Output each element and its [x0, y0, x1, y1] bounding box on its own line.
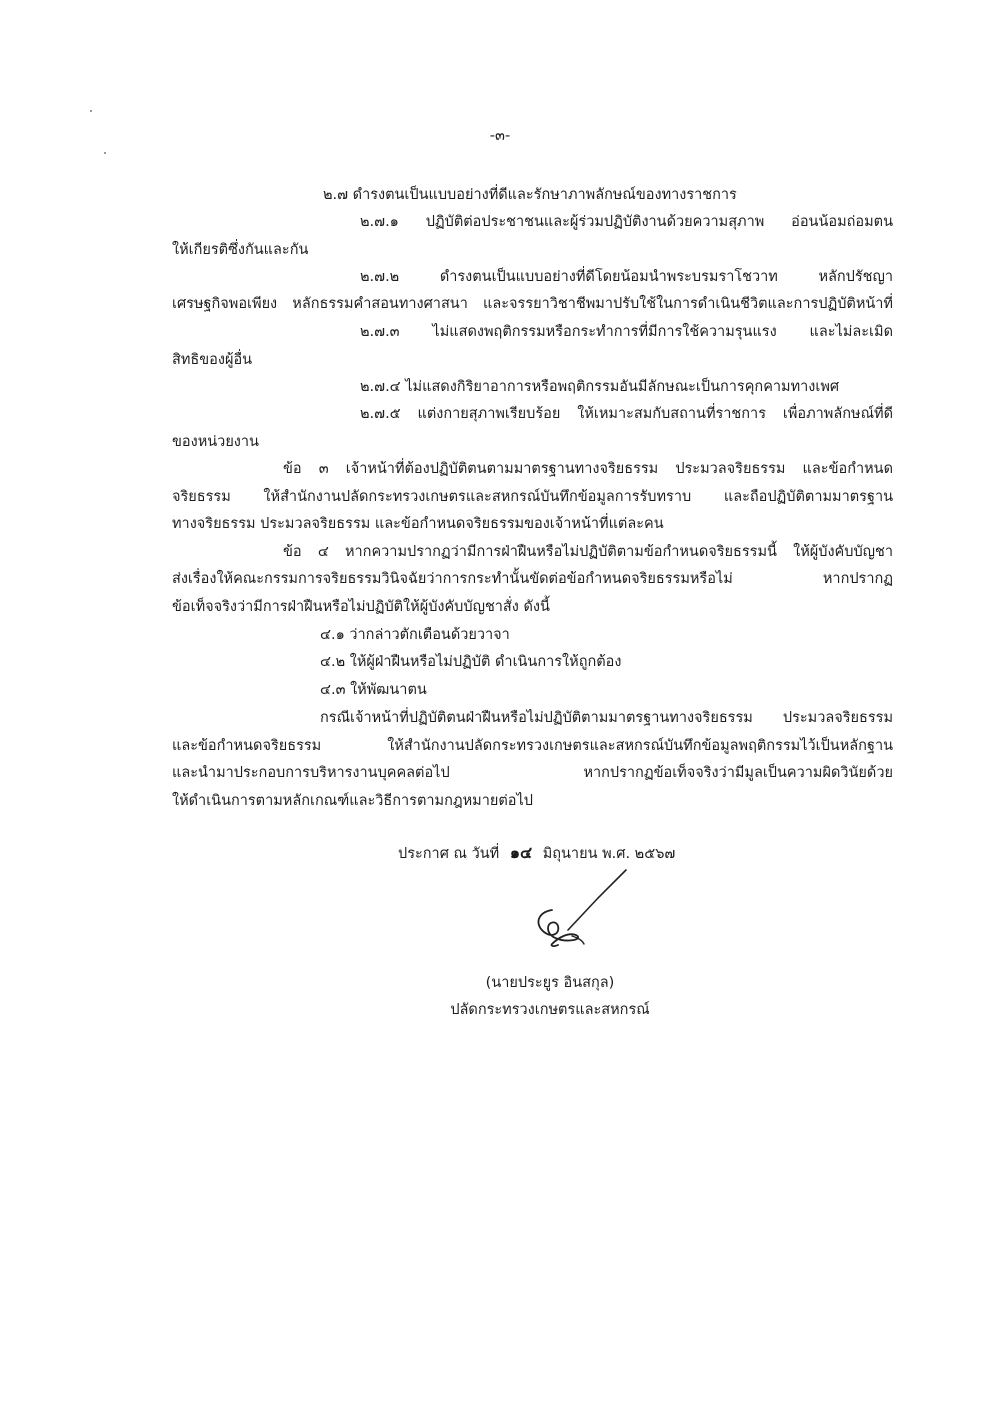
item-2-7-1-line-2: ให้เกียรติซึ่งกันและกัน [172, 242, 309, 258]
item-2-7-4: ๒.๗.๔ ไม่แสดงกิริยาอาการหรือพฤติกรรมอันมีลักษณะเป็นการคุกคามทางเพศ [360, 379, 840, 395]
closing-paragraph-line-2: และข้อกำหนดจริยธรรม ให้สำนักงานปลัดกระทรวงเกษตรและสหกรณ์บันทึกข้อมูลพฤติกรรมไว้เป็นหลักฐาน [172, 738, 893, 754]
announcement-day: ๑๔ [509, 843, 533, 862]
closing-paragraph-line-3: และนำมาประกอบการบริหารงานบุคคลต่อไป หากปรากฏข้อเท็จจริงว่ามีมูลเป็นความผิดวินัยด้วย [172, 765, 893, 781]
closing-paragraph-line-1: กรณีเจ้าหน้าที่ปฏิบัติตนฝ่าฝืนหรือไม่ปฏิบัติตามมาตรฐานทางจริยธรรม ประมวลจริยธรรม [320, 710, 893, 726]
item-4-3: ๔.๓ ให้พัฒนาตน [320, 682, 427, 698]
item-2-7-1-line-1: ๒.๗.๑ ปฏิบัติต่อประชาชนและผู้ร่วมปฏิบัติงานด้วยความสุภาพ อ่อนน้อมถ่อมตน [360, 214, 893, 230]
closing-paragraph-line-4: ให้ดำเนินการตามหลักเกณฑ์และวิธีการตามกฎหมายต่อไป [172, 793, 533, 809]
announcement-month-year: มิถุนายน พ.ศ. ๒๕๖๗ [542, 846, 676, 862]
signatory-name: (นายประยูร อินสกุล) [485, 975, 615, 991]
scan-speck [104, 152, 106, 154]
item-2-7-5-line-1: ๒.๗.๕ แต่งกายสุภาพเรียบร้อย ให้เหมาะสมกับสถานที่ราชการ เพื่อภาพลักษณ์ที่ดี [360, 406, 893, 422]
item-4-1: ๔.๑ ว่ากล่าวตักเตือนด้วยวาจา [320, 627, 510, 643]
item-2-7-5-line-2: ของหน่วยงาน [172, 434, 259, 450]
item-2-7-3-line-1: ๒.๗.๓ ไม่แสดงพฤติกรรมหรือกระทำการที่มีการใช้ความรุนแรง และไม่ละเมิด [360, 324, 893, 340]
signatory-position: ปลัดกระทรวงเกษตรและสหกรณ์ [450, 1002, 650, 1018]
item-2-7-2-line-2: เศรษฐกิจพอเพียง หลักธรรมคำสอนทางศาสนา และจรรยาวิชาชีพมาปรับใช้ในการดำเนินชีวิตและการปฏิบัติหน้าที่ [172, 296, 893, 312]
page-number: -๓- [489, 128, 511, 144]
clause-4-line-2: ส่งเรื่องให้คณะกรรมการจริยธรรมวินิจฉัยว่าการกระทำนั้นขัดต่อข้อกำหนดจริยธรรมหรือไม่ หากปรากฏ [172, 571, 893, 587]
clause-3-line-1: ข้อ ๓ เจ้าหน้าที่ต้องปฏิบัติตนตามมาตรฐานทางจริยธรรม ประมวลจริยธรรม และข้อกำหนด [283, 461, 893, 477]
clause-4-line-3: ข้อเท็จจริงว่ามีการฝ่าฝืนหรือไม่ปฏิบัติให้ผู้บังคับบัญชาสั่ง ดังนี้ [172, 599, 550, 615]
scan-speck [90, 110, 92, 112]
section-2-7-heading: ๒.๗ ดำรงตนเป็นแบบอย่างที่ดีและรักษาภาพลักษณ์ของทางราชการ [323, 187, 737, 203]
clause-3-line-2: จริยธรรม ให้สำนักงานปลัดกระทรวงเกษตรและสหกรณ์บันทึกข้อมูลการรับทราบ และถือปฏิบัติตามมาตรฐาน [172, 489, 893, 505]
clause-3-line-3: ทางจริยธรรม ประมวลจริยธรรม และข้อกำหนดจริยธรรมของเจ้าหน้าที่แต่ละคน [172, 516, 664, 532]
announcement-prefix: ประกาศ ณ วันที่ [398, 846, 500, 862]
item-4-2: ๔.๒ ให้ผู้ฝ่าฝืนหรือไม่ปฏิบัติ ดำเนินการให้ถูกต้อง [320, 654, 622, 670]
item-2-7-2-line-1: ๒.๗.๒ ดำรงตนเป็นแบบอย่างที่ดีโดยน้อมนำพระบรมราโชวาท หลักปรัชญา [360, 269, 893, 285]
item-2-7-3-line-2: สิทธิของผู้อื่น [172, 352, 253, 368]
clause-4-line-1: ข้อ ๔ หากความปรากฏว่ามีการฝ่าฝืนหรือไม่ปฏิบัติตามข้อกำหนดจริยธรรมนี้ ให้ผู้บังคับบัญชา [283, 544, 893, 560]
handwritten-signature [528, 858, 638, 958]
